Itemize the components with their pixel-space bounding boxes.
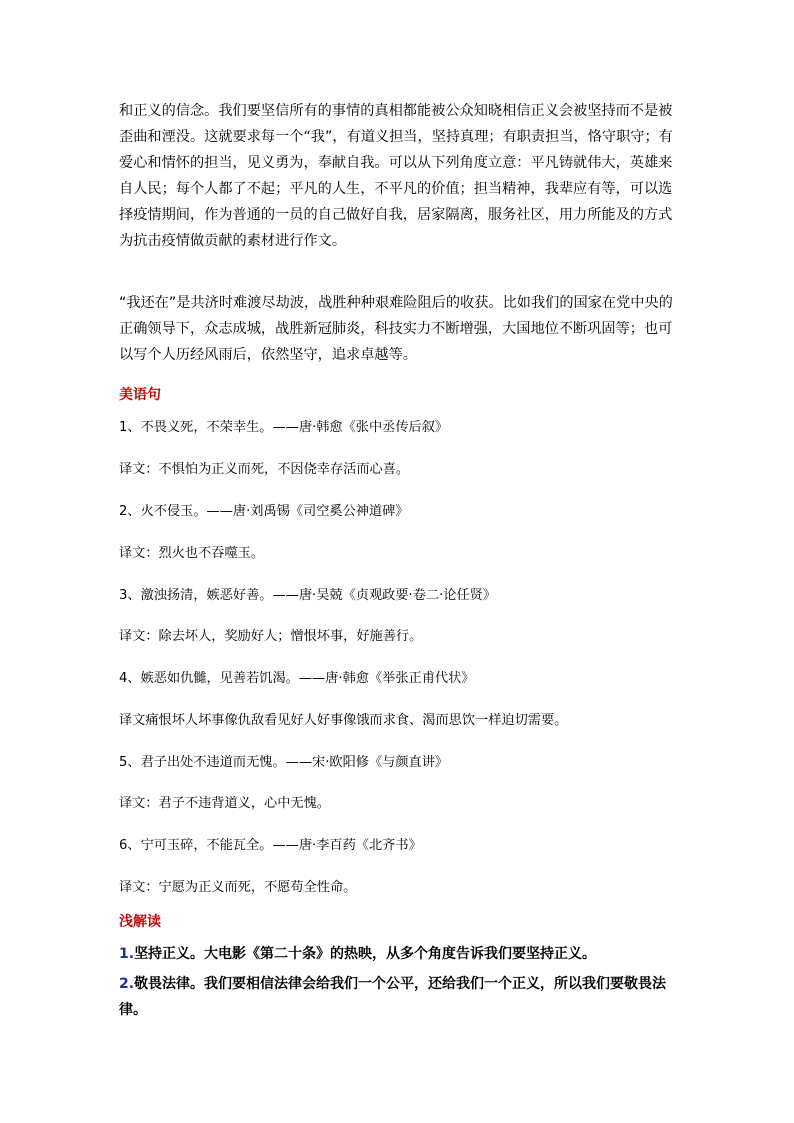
translation-item: 译文痛恨坏人坏事像仇敌看见好人好事像饿而求食、渴而思饮一样迫切需要。 xyxy=(119,713,568,728)
intro-paragraph-2-block xyxy=(119,290,684,368)
intro-paragraph-2: “我还在”是共济时难渡尽劫波，战胜种种艰难险阻后的收获。比如我们的国家在党中央的正确领导下，众志成城，战胜新冠肺炎，科技实力不断增强，大国地位不断巩固等；也可以写个人历经风雨后，依然坚守，追求卓越等。 xyxy=(119,295,673,363)
quote-item: 2、火不侵玉。——唐·刘禹锡《司空奚公神道碑》 xyxy=(119,504,409,519)
translation-item: 译文：除去坏人，奖励好人；憎恨坏事，好施善行。 xyxy=(119,629,423,644)
quote-item: 5、君子出处不违道而无愧。——宋·欧阳修《与颜直讲》 xyxy=(119,755,449,770)
reading-item-1 xyxy=(119,941,684,967)
quote-item: 1、不畏义死，不荣幸生。——唐·韩愈《张中丞传后叙》 xyxy=(119,420,449,435)
section-heading-beautiful-sentences: 美语句 xyxy=(119,387,161,403)
quote-item: 4、嫉恶如仇雠，见善若饥渴。——唐·韩愈《举张正甫代状》 xyxy=(119,671,475,686)
translation-item: 译文：君子不违背道义，心中无愧。 xyxy=(119,796,330,811)
reading-item-text: 坚持正义。大电影《第二十条》的热映，从多个角度告诉我们要坚持正义。 xyxy=(134,946,597,962)
intro-paragraph-1-block xyxy=(119,98,684,254)
translation-item: 译文：宁愿为正义而死，不愿苟全性命。 xyxy=(119,880,357,895)
reading-item-number: 2. xyxy=(119,976,135,992)
reading-item-number: 1. xyxy=(119,946,135,962)
reading-item-2 xyxy=(119,971,684,1023)
intro-paragraph-1: 和正义的信念。我们要坚信所有的事情的真相都能被公众知晓相信正义会被坚持而不是被歪曲和湮没。这就要求每一个“我”，有道义担当，坚持真理；有职责担当，恪守职守；有爱心和情怀的担当，见义勇为，奉献自我。可以从下列角度立意：平凡铸就伟大，英雄来自人民；每个人都了不起；平凡的人生，不平凡的价值；担当精神，我辈应有等，可以选择疫情期间，作为普通的一员的自己做好自我，居家隔离，服务社区，用力所能及的方式为抗击疫情做贡献的素材进行作文。 xyxy=(119,103,673,249)
quote-item: 6、宁可玉碎，不能瓦全。——唐·李百药《北齐书》 xyxy=(119,838,422,853)
translation-item: 译文：不惧怕为正义而死，不因侥幸存活而心喜。 xyxy=(119,462,410,477)
section-heading-brief-reading: 浅解读 xyxy=(119,914,161,930)
quote-item: 3、激浊扬清，嫉恶好善。——唐·吴兢《贞观政要·卷二·论任贤》 xyxy=(119,588,497,603)
translation-item: 译文：烈火也不吞噬玉。 xyxy=(119,546,265,561)
reading-item-text: 敬畏法律。我们要相信法律会给我们一个公平，还给我们一个正义，所以我们要敬畏法律。 xyxy=(119,976,667,1018)
